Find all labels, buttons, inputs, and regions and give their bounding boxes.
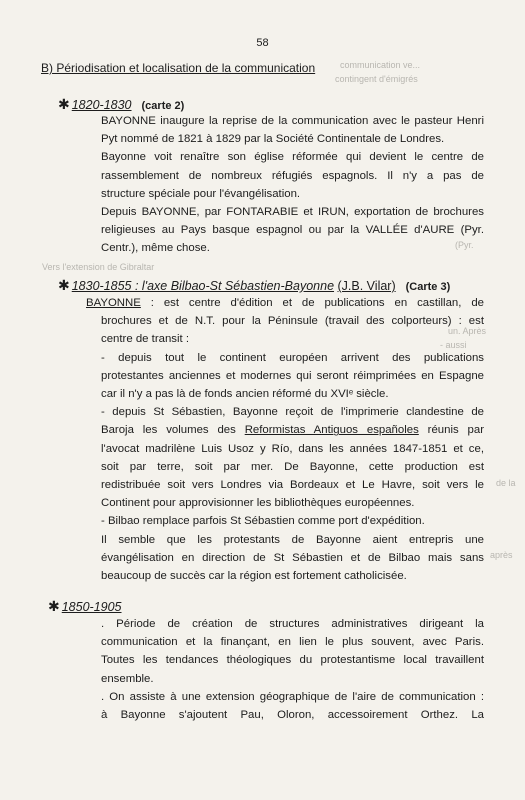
text-line: soit par terre, soit par mer. De Bayonne, cette production est [101,460,484,473]
text-line: brochures et de N.T. pour la Péninsule (travail des colporteurs) : est [101,315,484,328]
text-line: protestantes anciennes et modernes qui seront réimprimées en Espagne [101,369,484,382]
period-heading-1850 [48,598,122,615]
page-number: 58 [256,37,269,49]
asterisk-icon: ✱ [48,598,60,614]
text-line: Il semble que les protestants de Bayonne aient entrepris une [101,533,484,546]
text-line: évangélisation en direction de St Sébastien et de Bilbao mais sans [101,551,484,564]
section-heading: B) Périodisation et localisation de la communication [41,61,316,75]
text-line: BAYONNE : est centre d'édition et de publications en castillan, de [86,297,484,309]
paragraph-1820 [101,112,484,258]
text-line: . On assiste à une extension géographique de l'aire de communication : [101,690,484,703]
asterisk-icon: ✱ [58,277,70,293]
text-line: - Bilbao remplace parfois St Sébastien comme port d'expédition. [101,515,425,528]
text-line: redistribuée soit vers Londres via Bordeaux et Le Havre, soit vers le [101,479,484,492]
text-line: religieuses au Pays basque espagnol ou par la VALLÉE d'AURE (Pyr. [101,224,484,237]
text-line: à Bayonne s'ajoutent Pau, Oloron, accessoirement Orthez. La [101,709,484,722]
text-line: communication et la finançant, en lien le plus souvent, avec Paris. [101,636,484,649]
text-line: Pyt nommé de 1821 à 1829 par la Société Continentale de Londres. [101,133,445,146]
asterisk-icon: ✱ [58,96,70,112]
bleed-through-text: contingent d'émigrés [335,74,418,84]
map-reference: (carte 2) [141,100,185,112]
text-line: Bayonne voit renaître son église réformée qui devient le centre de [101,151,484,164]
text-line: Toutes les tendances théologiques du protestantisme local travaillent [101,654,484,667]
book-title: Reformistas Antiguos españoles [244,424,419,437]
text-line: car il n'y a pas là de fonds ancien réformé du XVIᵉ siècle. [101,388,389,401]
period-dates: 1820-1830 [71,98,132,112]
text-line: - depuis St Sébastien, Bayonne reçoit de l'imprimerie clandestine de [101,406,484,419]
paragraph-1850 [101,615,484,724]
period-heading-1820 [58,96,184,113]
bleed-through-text: après [490,550,513,560]
bleed-through-text: communication ve... [340,60,421,70]
bleed-through-text: - aussi [440,340,467,350]
bleed-through-text: de la [496,478,516,488]
text-line: . Période de création de structures administratives dirigeant la [101,618,484,630]
text-line: structure spéciale pour l'évangélisation. [101,187,301,200]
bleed-through-text: (Pyr. [455,240,474,250]
text-line: rassemblement de nombreux réfugiés espagnols. Il n'y a pas de [101,169,484,182]
map-reference: (Carte 3) [405,281,451,293]
author-reference: (J.B. Vilar) [337,279,396,293]
text-line: Baroja les volumes des Reformistas Antiguos españoles réunis par [101,424,484,437]
bleed-through-text: un. Après [448,326,487,336]
text-line: l'avocat madrilène Luis Usoz y Río, dans les années 1847-1851 et ce, [101,442,484,455]
period-title: 1830-1855 : l'axe Bilbao-St Sébastien-Bayonne [71,279,335,293]
text-line: Continent pour approvisionner les bibliothèques européennes. [101,497,415,510]
period-dates: 1850-1905 [61,600,122,614]
text-line: beaucoup de succès car la région est fortement catholicisée. [101,570,407,583]
period-heading-1830 [58,277,450,294]
bleed-through-text: Vers l'extension de Gibraltar [42,262,155,272]
text-line: ensemble. [101,672,154,685]
place-name: BAYONNE [86,297,141,309]
text-line: BAYONNE inaugure la reprise de la communication avec le pasteur Henri [101,115,484,127]
text-line: - depuis tout le continent européen arrivent des publications [101,351,484,364]
text-line: centre de transit : [101,333,190,346]
paragraph-1830 [86,294,487,585]
text-line: Depuis BAYONNE, par FONTARABIE et IRUN, exportation de brochures [101,206,484,219]
text-line: Centr.), même chose. [101,242,210,255]
